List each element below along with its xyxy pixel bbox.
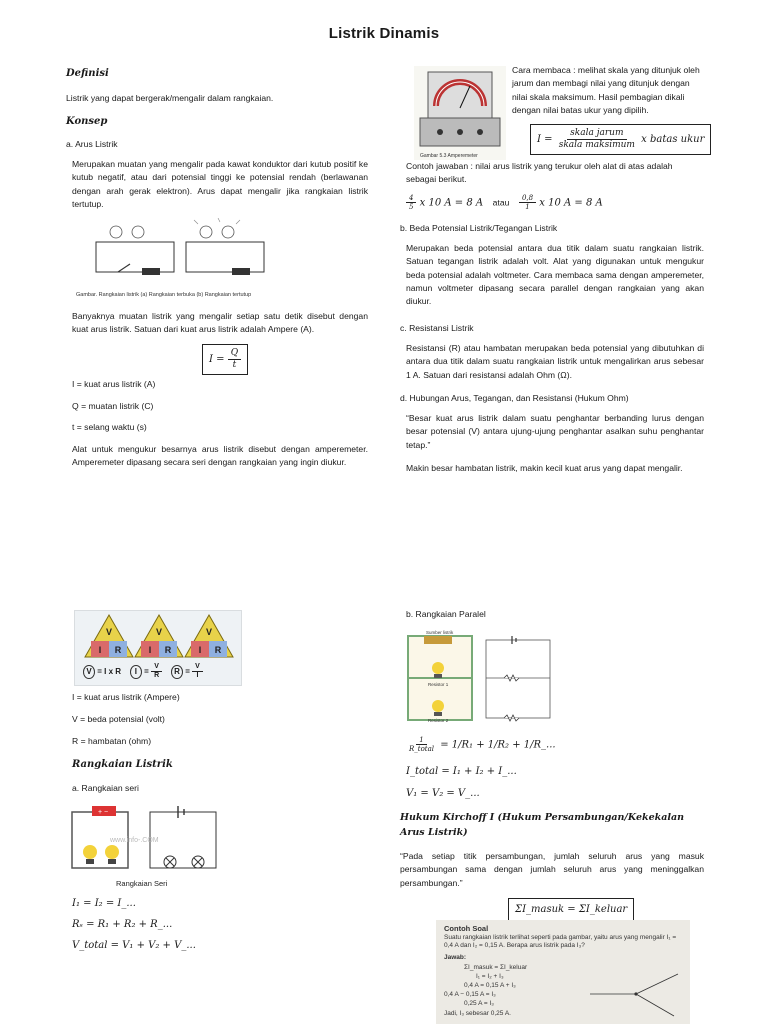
- resistansi-text: Resistansi (R) atau hambatan merupakan beda potensial yang dibutuhkan di antara dua titik dalam suatu rangkaian listrik untuk mengalirkan arus sebesar 1 A. Satuan dari resistansi adalah Ohm (Ω).: [406, 343, 704, 380]
- tri-formula2-i: I: [130, 665, 142, 679]
- tri-f2-den: R: [154, 672, 160, 680]
- beda-heading: b. Beda Potensial Listrik/Tegangan Listrik: [400, 223, 558, 233]
- tri2-r: R: [164, 645, 172, 655]
- cara-text: Cara membaca : melihat skala yang ditunjuk oleh jarum dan membagi nilai yang ditunjuk dengan nilai skala maksimum. Hasil pembagian dikali dengan nilai batas ukur yang dipilih.: [512, 65, 700, 115]
- ohm-triangles-figure: [74, 610, 242, 686]
- series-circuit-figure: [70, 802, 220, 892]
- def-i: I = kuat arus listrik (A): [72, 379, 156, 389]
- contoh-soal-q: Suatu rangkaian listrik terlihat seperti pada gambar, yaitu arus yang mengalir I₁ = 0,4 A dan I₂ = 0,15 A. Berapa arus listrik pada I₃?: [444, 934, 677, 950]
- tri3-v: V: [205, 627, 213, 637]
- arus-heading: a. Arus Listrik: [66, 139, 118, 149]
- alat-text: Alat untuk mengukur besarnya arus listrik disebut dengan amperemeter. Amperemeter dipasang secara seri dengan rangkaian yang ingin diukur.: [72, 444, 368, 468]
- seri-heading: a. Rangkaian seri: [72, 783, 139, 793]
- def-t: t = selang waktu (s): [72, 422, 147, 432]
- contoh-a-num: 4: [406, 194, 416, 203]
- page-title: Listrik Dinamis: [328, 25, 440, 42]
- formula-i-lhs: I =: [209, 353, 225, 365]
- contoh-a-den: 5: [409, 203, 414, 212]
- formula-skala-lhs: I =: [537, 133, 553, 145]
- tri-formula3-r: R: [171, 665, 183, 679]
- contoh-soal-l4: 0,4 A − 0,15 A = I₃: [444, 991, 496, 998]
- def-i2: I = kuat arus listrik (Ampere): [72, 692, 180, 702]
- kirchoff-formula: ΣI_masuk = ΣI_keluar: [508, 898, 634, 922]
- beda-text: Merupakan beda potensial antara dua titik dalam suatu rangkaian listrik. Satuan tegangan listrik adalah volt. Alat yang digunakan untuk mengukur beda potensial adalah voltmeter. Cara membaca sama dengan amperemeter, namun voltmeter dipasang secara parallel dengan rangkaian yang akan diukur.: [406, 243, 704, 307]
- formula-skala-box: [530, 124, 711, 155]
- par-eq1: [406, 736, 556, 754]
- formula-skala-num: skala jarum: [567, 128, 626, 140]
- par-eq3: V₁ = V₂ = V_...: [406, 788, 480, 799]
- arus-text: Merupakan muatan yang mengalir pada kawat konduktor dari kutub positif ke kutub negatif, atau dari potensial tinggi ke potensial rendah (berlawanan dengan arah gerak elektron). Arus dapat mengalir jika rangkaian listrik tertutup.: [72, 159, 368, 209]
- formula-skala-den: skala maksimum: [558, 139, 635, 150]
- formula-i-num: Q: [228, 348, 241, 360]
- par-eq1-num: 1: [416, 736, 426, 745]
- seri-eq3: V_total = V₁ + V₂ + V_...: [72, 940, 196, 951]
- tri1-i: I: [98, 645, 102, 655]
- definisi-heading: Definisi: [66, 68, 109, 79]
- contoh-soal-l2: I₁ = I₂ + I₃: [476, 973, 504, 980]
- resistansi-heading: c. Resistansi Listrik: [400, 323, 474, 333]
- par-label-sumber: Sumber listrik: [426, 630, 454, 635]
- contoh-equation: [406, 194, 603, 212]
- ammeter-photo: [414, 66, 506, 160]
- fig1-caption: Gambar. Rangkaian listrik (a) Rangkaian terbuka (b) Rangkaian tertutup: [76, 292, 252, 298]
- tri2-i: I: [148, 645, 152, 655]
- tri-formula2: =: [144, 667, 149, 676]
- contoh-soal-jawab: Jawab:: [444, 954, 467, 961]
- definisi-text: Listrik yang dapat bergerak/mengalir dalam rangkaian.: [66, 93, 274, 103]
- ohm-quote: “Besar kuat arus listrik dalam suatu penghantar berbanding lurus dengan besar potensial (V) antara ujung-ujung penghantar asalkan suhu penghantar tetap.”: [406, 413, 704, 450]
- formula-skala-rhs: x batas ukur: [641, 133, 705, 145]
- hubungan-heading: d. Hubungan Arus, Tegangan, dan Resistansi (Hukum Ohm): [400, 393, 629, 403]
- contoh-b-rest: x 10 A = 8 A: [539, 197, 603, 209]
- par-eq1-rest: = 1/R₁ + 1/R₂ + 1/R_...: [440, 739, 556, 751]
- tri1-r: R: [114, 645, 122, 655]
- par-label-r2: Resistor 2: [428, 718, 449, 722]
- parallel-circuit-figure: [404, 630, 554, 722]
- par-eq1-den: R_total: [409, 745, 435, 754]
- formula-i-box: [202, 344, 248, 375]
- def-r2: R = hambatan (ohm): [72, 736, 152, 746]
- tri-formula1: = I x R: [97, 667, 122, 676]
- svg-text:+ −: + −: [98, 809, 109, 816]
- paralel-heading: b. Rangkaian Paralel: [406, 609, 486, 619]
- contoh-soal-l5: 0,25 A = I₃: [464, 1000, 494, 1007]
- contoh-soal-figure: [436, 920, 690, 1024]
- kirchoff-quote: “Pada setiap titik persambungan, jumlah seluruh arus yang masuk persambungan sama dengan jumlah seluruh arus yang meninggalkan persambungan.”: [400, 851, 704, 888]
- seri-caption: Rangkaian Seri: [116, 879, 168, 888]
- contoh-soal-l3: 0,4 A = 0,15 A + I₃: [464, 982, 516, 989]
- tri-formula1-v: V: [83, 665, 95, 679]
- rangkaian-heading: Rangkaian Listrik: [72, 759, 173, 770]
- contoh-text: Contoh jawaban : nilai arus listrik yang terukur oleh alat di atas adalah sebagai berikut.: [406, 161, 673, 185]
- tri-f3-num: V: [192, 663, 203, 672]
- tri1-v: V: [105, 627, 113, 637]
- banyaknya-text: Banyaknya muatan listrik yang mengalir setiap satu detik disebut dengan kuat arus listrik. Satuan dari kuat arus listrik adalah Ampere (A).: [72, 311, 368, 335]
- par-eq2: I_total = I₁ + I₂ + I_...: [406, 766, 517, 777]
- junction-diagram: [586, 960, 686, 1020]
- contoh-soal-l1: ΣI_masuk = ΣI_keluar: [464, 964, 528, 971]
- kirchoff-heading: Hukum Kirchoff I (Hukum Persambungan/Kekekalan Arus Listrik): [400, 812, 685, 839]
- open-closed-circuit-figure: [76, 218, 286, 300]
- tri3-i: I: [198, 645, 202, 655]
- contoh-soal-l6: Jadi, I₃ sebesar 0,25 A.: [444, 1010, 511, 1017]
- contoh-soal-title: Contoh Soal: [444, 924, 489, 933]
- contoh-atau: atau: [492, 197, 510, 208]
- konsep-heading: Konsep: [66, 116, 108, 127]
- tri-f2-num: V: [151, 663, 162, 672]
- seri-watermark: www.info-.COM: [110, 837, 159, 844]
- meter-caption: Gambar 5.3 Amperemeter: [420, 153, 478, 159]
- def-q: Q = muatan listrik (C): [72, 401, 154, 411]
- tri3-r: R: [214, 645, 222, 655]
- seri-eq1: I₁ = I₂ = I_...: [72, 898, 136, 909]
- tri-formula3: =: [185, 667, 190, 676]
- contoh-b-num: 0,8: [519, 194, 536, 203]
- seri-eq2: Rₛ = R₁ + R₂ + R_...: [72, 919, 173, 930]
- def-v2: V = beda potensial (volt): [72, 714, 165, 724]
- tri-f3-den: I: [196, 672, 199, 680]
- par-label-r1: Resistor 1: [428, 682, 449, 687]
- contoh-b-den: 1: [525, 203, 530, 212]
- formula-i-den: t: [232, 359, 237, 370]
- makin-text: Makin besar hambatan listrik, makin kecil kuat arus yang dapat mengalir.: [406, 463, 683, 473]
- tri2-v: V: [155, 627, 163, 637]
- contoh-a-rest: x 10 A = 8 A: [419, 197, 484, 209]
